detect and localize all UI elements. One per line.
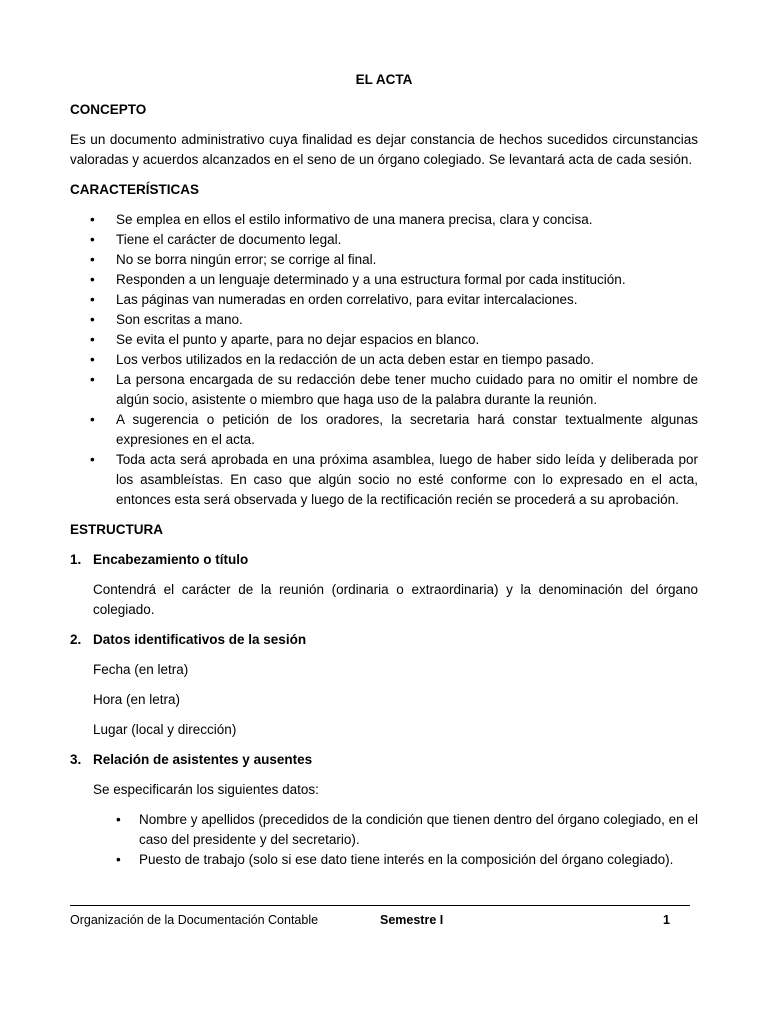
list-item-text: Se emplea en ellos el estilo informativo de una manera precisa, clara y concisa. — [116, 212, 593, 227]
list-item — [70, 350, 698, 370]
list-item — [70, 250, 698, 270]
bullet-icon: • — [90, 312, 95, 327]
list-item-text: Los verbos utilizados en la redacción de un acta deben estar en tiempo pasado. — [116, 352, 595, 367]
list-item-text: Responden a un lenguaje determinado y a una estructura formal por cada institución. — [116, 272, 626, 287]
list-item — [70, 450, 698, 510]
footer-row — [70, 910, 690, 930]
list-item-text: Son escritas a mano. — [116, 312, 243, 327]
bullet-icon: • — [90, 332, 95, 347]
section-line-lugar: Lugar (local y dirección) — [93, 722, 237, 737]
estructura-section-heading — [70, 630, 698, 650]
section-number: 1. — [70, 552, 82, 567]
list-item-text: Las páginas van numeradas en orden correlativo, para evitar intercalaciones. — [116, 292, 578, 307]
bullet-icon: • — [90, 292, 95, 307]
list-item-text: A sugerencia o petición de los oradores, la secretaria hará constar textualmente algunas expresiones en el acta. — [116, 412, 698, 447]
list-item — [70, 210, 698, 230]
page-footer — [70, 905, 690, 930]
document-title: EL ACTA — [355, 72, 413, 87]
section-title: Datos identificativos de la sesión — [93, 632, 307, 647]
estructura-section-heading — [70, 550, 698, 570]
list-item — [70, 330, 698, 350]
footer-semester: Semestre I — [380, 913, 444, 927]
concepto-heading: CONCEPTO — [70, 102, 147, 117]
list-item-text: No se borra ningún error; se corrige al final. — [116, 252, 377, 267]
list-item-text: Se evita el punto y aparte, para no dejar espacios en blanco. — [116, 332, 480, 347]
document-page — [70, 70, 698, 870]
list-item — [70, 290, 698, 310]
list-item — [70, 410, 698, 450]
concepto-paragraph: Es un documento administrativo cuya finalidad es dejar constancia de hechos sucedidos circunstancias valoradas y acuerdos alcanzados en el seno de un órgano colegiado. Se levantará acta de cada sesión. — [70, 132, 698, 167]
bullet-icon: • — [90, 452, 95, 467]
bullet-icon: • — [90, 272, 95, 287]
section-line-hora: Hora (en letra) — [93, 692, 181, 707]
section-title: Relación de asistentes y ausentes — [93, 752, 313, 767]
list-item-text: La persona encargada de su redacción debe tener mucho cuidado para no omitir el nombre de algún socio, asistente o miembro que haga uso de la palabra durante la reunión. — [116, 372, 698, 407]
asistentes-list — [70, 810, 698, 870]
section-number: 3. — [70, 752, 82, 767]
bullet-icon: • — [90, 232, 95, 247]
caracteristicas-heading: CARACTERÍSTICAS — [70, 182, 200, 197]
list-item — [70, 850, 698, 870]
bullet-icon: • — [90, 212, 95, 227]
footer-divider — [70, 905, 690, 906]
estructura-section-heading — [70, 750, 698, 770]
caracteristicas-list — [70, 210, 698, 510]
list-item — [70, 310, 698, 330]
list-item-text: Puesto de trabajo (solo si ese dato tiene interés en la composición del órgano colegiado). — [139, 852, 674, 867]
section-number: 2. — [70, 632, 82, 647]
footer-course: Organización de la Documentación Contable — [70, 913, 319, 927]
list-item — [70, 230, 698, 250]
section-title: Encabezamiento o título — [93, 552, 249, 567]
list-item-text: Tiene el carácter de documento legal. — [116, 232, 342, 247]
bullet-icon: • — [90, 352, 95, 367]
bullet-icon: • — [90, 372, 95, 387]
bullet-icon: • — [90, 252, 95, 267]
bullet-icon: • — [116, 852, 121, 867]
list-item-text: Toda acta será aprobada en una próxima asamblea, luego de haber sido leída y deliberada por los asambleístas. En caso que algún socio no esté conforme con lo expresado en el acta, entonces esta será observada y luego de la rectificación recién se procederá a su aprobación. — [116, 452, 698, 507]
section-paragraph: Se especificarán los siguientes datos: — [93, 782, 319, 797]
list-item — [70, 810, 698, 850]
list-item — [70, 370, 698, 410]
bullet-icon: • — [90, 412, 95, 427]
estructura-heading: ESTRUCTURA — [70, 522, 163, 537]
section-paragraph: Contendrá el carácter de la reunión (ordinaria o extraordinaria) y la denominación del órgano colegiado. — [93, 582, 698, 617]
page-number: 1 — [663, 913, 670, 927]
list-item — [70, 270, 698, 290]
section-line-fecha: Fecha (en letra) — [93, 662, 189, 677]
list-item-text: Nombre y apellidos (precedidos de la condición que tienen dentro del órgano colegiado, en el caso del presidente y del secretario). — [139, 812, 698, 847]
bullet-icon: • — [116, 812, 121, 827]
